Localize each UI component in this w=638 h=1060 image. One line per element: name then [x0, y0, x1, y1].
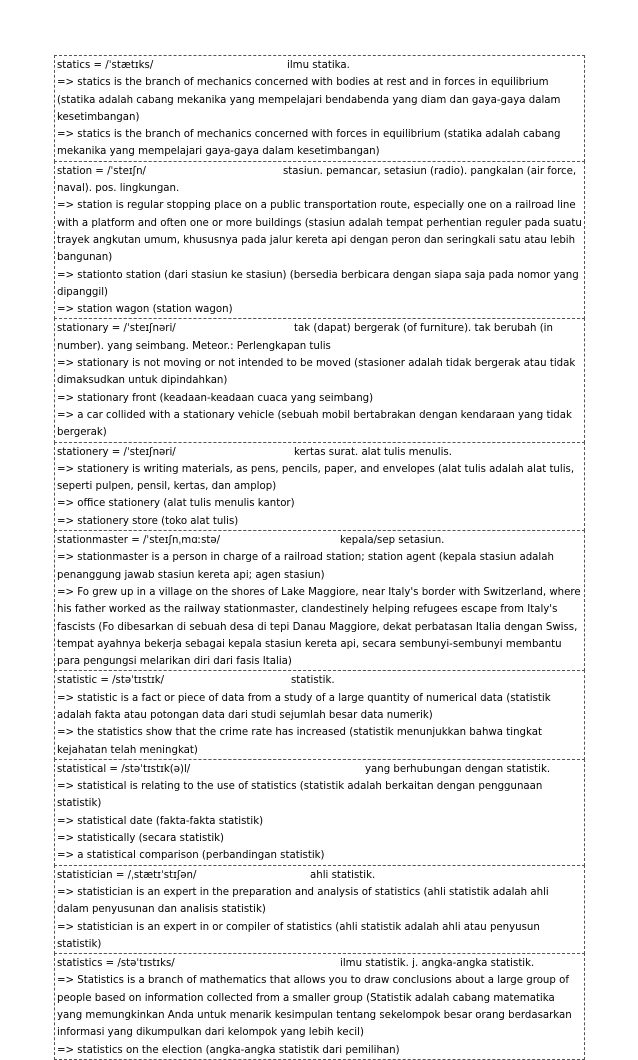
dictionary-table	[54, 56, 585, 1060]
headword: station = /ˈsteɪʃn/	[57, 165, 146, 177]
example-line: => office stationery (alat tulis menulis kantor)	[57, 498, 295, 510]
example-line: => Fo grew up in a village on the shores of Lake Maggiore, near Italy's border with Switzerland, where his father worked as the railway stationmaster, clandestinely helping refugees escape from Italy's fascists (Fo dibesarkan di sebuah desa di tepi Danau Maggiore, dekat perbatasan Italia dengan Swiss, tempat ayahnya bekerja sebagai kepala stasiun kereta api, secara sembunyi-sembunyi membantu para pengungsi melarikan diri dari fasis Italia)	[57, 586, 581, 668]
example-line: => station is regular stopping place on a public transportation route, especially one on a railroad line with a platform and often one or more buildings (stasiun adalah tempat perhentian reguler pada suatu trayek angkutan umum, khususnya pada jalur kereta api dengan peron dan seringkali satu atau lebih bangunan)	[57, 200, 582, 264]
translation: ilmu statistik. j. angka-angka statistik.	[340, 958, 535, 970]
example-line: => statics is the branch of mechanics concerned with forces in equilibrium (statika adalah cabang mekanika yang mempelajari gaya-gaya dalam kesetimbangan)	[57, 129, 561, 158]
translation: ahli statistik.	[310, 869, 376, 881]
translation: yang berhubungan dengan statistik.	[365, 763, 551, 775]
entry-heading	[57, 532, 582, 549]
headword: statistic = /stəˈtɪstɪk/	[57, 675, 165, 687]
example-line: => stationto station (dari stasiun ke stasiun) (bersedia berbicara dengan siapa saja pada nomor yang dipanggil)	[57, 269, 579, 298]
example-line: => statistical is relating to the use of statistics (statistik adalah berkaitan dengan penggunaan statistik)	[57, 781, 543, 810]
example-line: => statistics on the election (angka-angka statistik dari pemilihan)	[57, 1044, 400, 1056]
dictionary-entry	[54, 865, 585, 954]
dictionary-entry	[54, 670, 585, 759]
dictionary-entry	[54, 530, 585, 671]
dictionary-entry	[54, 318, 585, 442]
example-line: => statics is the branch of mechanics concerned with bodies at rest and in forces in equilibrium (statika adalah cabang mekanika yang mempelajari bendabenda yang diam dan gaya-gaya dalam kesetimbangan)	[57, 77, 561, 123]
example-line: => station wagon (station wagon)	[57, 304, 233, 316]
entry-heading	[57, 672, 582, 689]
example-line: => statistically (secara statistik)	[57, 833, 225, 845]
headword: stationery = /ˈsteɪʃnəri/	[57, 446, 176, 458]
headword: statistical = /stəˈtɪstɪk(ə)l/	[57, 763, 191, 775]
example-line: => statistician is an expert in or compiler of statistics (ahli statistik adalah ahli atau penyusun statistik)	[57, 921, 540, 950]
dictionary-entry	[54, 759, 585, 866]
entry-heading	[57, 444, 582, 461]
example-line: => stationary is not moving or not intended to be moved (stasioner adalah tidak bergerak atau tidak dimaksudkan untuk dipindahkan)	[57, 358, 576, 387]
dictionary-entry	[54, 161, 585, 320]
entry-heading	[57, 955, 582, 972]
headword: statistics = /stəˈtɪstɪks/	[57, 958, 175, 970]
dictionary-entry	[54, 953, 585, 1060]
dictionary-entry	[54, 55, 585, 162]
example-line: => Statistics is a branch of mathematics that allows you to draw conclusions about a large group of people based on information collected from a smaller group (Statistik adalah cabang matematika yang memungkinkan Anda untuk menarik kesimpulan tentang sekelompok besar orang berdasarkan informasi yang dikumpulkan dari kelompok yang lebih kecil)	[57, 975, 572, 1039]
example-line: => statistician is an expert in the preparation and analysis of statistics (ahli statistik adalah ahli dalam penyusunan dan analisis statistik)	[57, 886, 549, 916]
headword: statistician = /ˌstætɪˈstɪʃən/	[57, 869, 197, 881]
dictionary-entry	[54, 442, 585, 531]
translation: stasiun. pemancar, setasiun (radio). pangkalan (air force, naval). pos. lingkungan.	[57, 165, 577, 195]
example-line: => stationary front (keadaan-keadaan cuaca yang seimbang)	[57, 392, 374, 404]
entry-heading	[57, 761, 582, 778]
example-line: => stationmaster is a person in charge of a railroad station; station agent (kepala stasiun adalah penanggung jawab stasiun kereta api; agen stasiun)	[57, 552, 554, 581]
entry-heading	[57, 867, 582, 884]
example-line: => stationery store (toko alat tulis)	[57, 515, 239, 527]
example-line: => a car collided with a stationary vehicle (sebuah mobil bertabrakan dengan kendaraan yang tidak bergerak)	[57, 409, 572, 439]
translation: statistik.	[291, 675, 335, 687]
headword: statics = /ˈstætɪks/	[57, 60, 154, 71]
entry-heading	[57, 163, 582, 198]
translation: kertas surat. alat tulis menulis.	[294, 446, 452, 458]
translation: ilmu statika.	[287, 60, 350, 71]
translation: kepala/sep setasiun.	[340, 535, 445, 547]
entry-heading	[57, 57, 582, 74]
example-line: => stationery is writing materials, as pens, pencils, paper, and envelopes (alat tulis adalah alat tulis, seperti pulpen, pensil, kertas, dan amplop)	[57, 463, 575, 493]
headword: stationmaster = /ˈsteɪʃnˌmɑːstə/	[57, 535, 221, 547]
translation: tak (dapat) bergerak (of furniture). tak berubah (in number). yang seimbang. Meteor.: Perlengkapan tulis	[57, 323, 553, 352]
entry-heading	[57, 320, 582, 355]
headword: stationary = /ˈsteɪʃnəri/	[57, 323, 176, 335]
example-line: => a statistical comparison (perbandingan statistik)	[57, 850, 325, 862]
example-line: => statistical date (fakta-fakta statistik)	[57, 815, 264, 827]
example-line: => statistic is a fact or piece of data from a study of a large quantity of numerical data (statistik adalah fakta atau potongan data dari studi sejumlah besar data numerik)	[57, 692, 551, 721]
example-line: => the statistics show that the crime rate has increased (statistik menunjukkan bahwa tingkat kejahatan telah meningkat)	[57, 727, 542, 756]
